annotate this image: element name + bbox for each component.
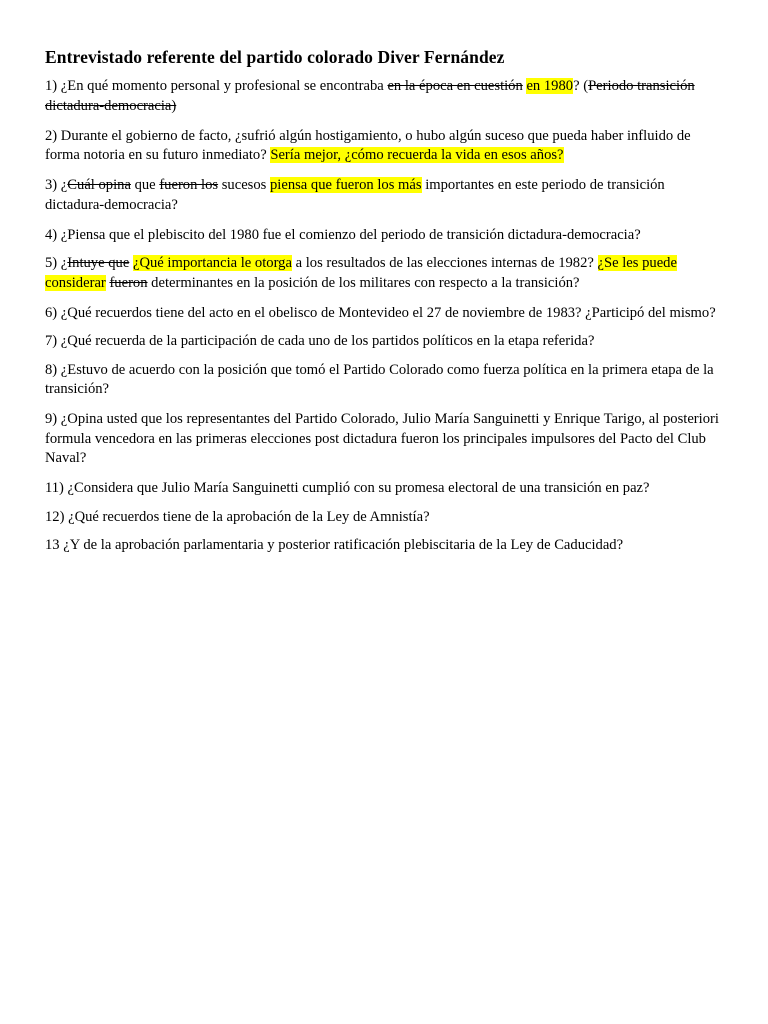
struck-text: fueron [109,274,148,291]
question-text: a los resultados de las elecciones internas de 1982? [291,255,598,271]
highlighted-text: ¿Se les puede considerar [45,255,677,291]
question-text: 6) ¿Qué recuerdos tiene del acto en el obelisco de Montevideo el 27 de noviembre de 1983? ¿Participó del mismo? [45,304,716,321]
question-10 [45,479,725,499]
question-12 [45,536,725,556]
highlighted-text: ¿Qué importancia le otorga [132,255,292,271]
highlighted-text: Sería mejor, ¿cómo recuerda la vida en esos años? [270,147,564,163]
question-list [45,77,725,556]
question-6 [45,304,725,324]
struck-text: Intuye que [67,255,130,271]
question-text: 9) ¿Opina usted que los representantes del Partido Colorado, Julio María Sanguinetti y Enrique Tarigo, al posteriori formula vencedora en las primeras elecciones post dictadura fueron los principales impulsores del Pacto del Club Naval? [45,411,719,466]
question-text: 12) ¿Qué recuerdos tiene de la aprobación de la Ley de Amnistía? [45,508,430,525]
question-5 [45,254,725,293]
question-text: 7) ¿Qué recuerda de la participación de cada uno de los partidos políticos en la etapa referida? [45,333,595,349]
question-text: sucesos [218,177,270,193]
document-title: Entrevistado referente del partido colorado Diver Fernández [45,47,505,67]
question-text: 3) ¿ [45,177,68,193]
question-text: 8) ¿Estuvo de acuerdo con la posición que tomó el Partido Colorado como fuerza política en la primera etapa de la transición? [45,361,714,397]
question-8 [45,361,725,400]
question-text: que [130,177,160,193]
question-3 [45,176,725,215]
question-7 [45,332,725,352]
question-text: 2) Durante el gobierno de facto, ¿sufrió algún hostigamiento, o hubo algún suceso que pueda haber influido de forma notoria en su futuro inmediato? [45,127,691,163]
question-text: importantes en este periodo de transición dictadura-democracia? [45,177,665,213]
question-text: 5) ¿ [45,255,68,271]
struck-text: Cuál opina [67,177,131,193]
struck-text: fueron los [159,177,219,193]
highlighted-text: piensa que fueron los más [269,177,422,193]
question-9 [45,410,725,469]
question-text: ? ( [573,78,589,94]
question-11 [45,508,725,528]
document-page [45,46,725,566]
highlighted-text: en 1980 [526,78,574,94]
question-text: 13 ¿Y de la aprobación parlamentaria y posterior ratificación plebiscitaria de la Ley de Caducidad? [45,537,624,553]
question-text: 1) ¿En qué momento personal y profesional se encontraba [45,78,388,94]
question-text: determinantes en la posición de los militares con respecto a la transición? [147,274,580,291]
question-2 [45,127,725,166]
question-text: 11) ¿Considera que Julio María Sanguinetti cumplió con su promesa electoral de una transición en paz? [45,480,650,496]
question-text: 4) ¿Piensa que el plebiscito del 1980 fue el comienzo del periodo de transición dictadura-democracia? [45,226,641,243]
question-4 [45,226,725,246]
question-1 [45,77,725,116]
struck-text: en la época en cuestión [387,78,523,94]
struck-text: Periodo transición dictadura-democracia) [45,78,695,114]
